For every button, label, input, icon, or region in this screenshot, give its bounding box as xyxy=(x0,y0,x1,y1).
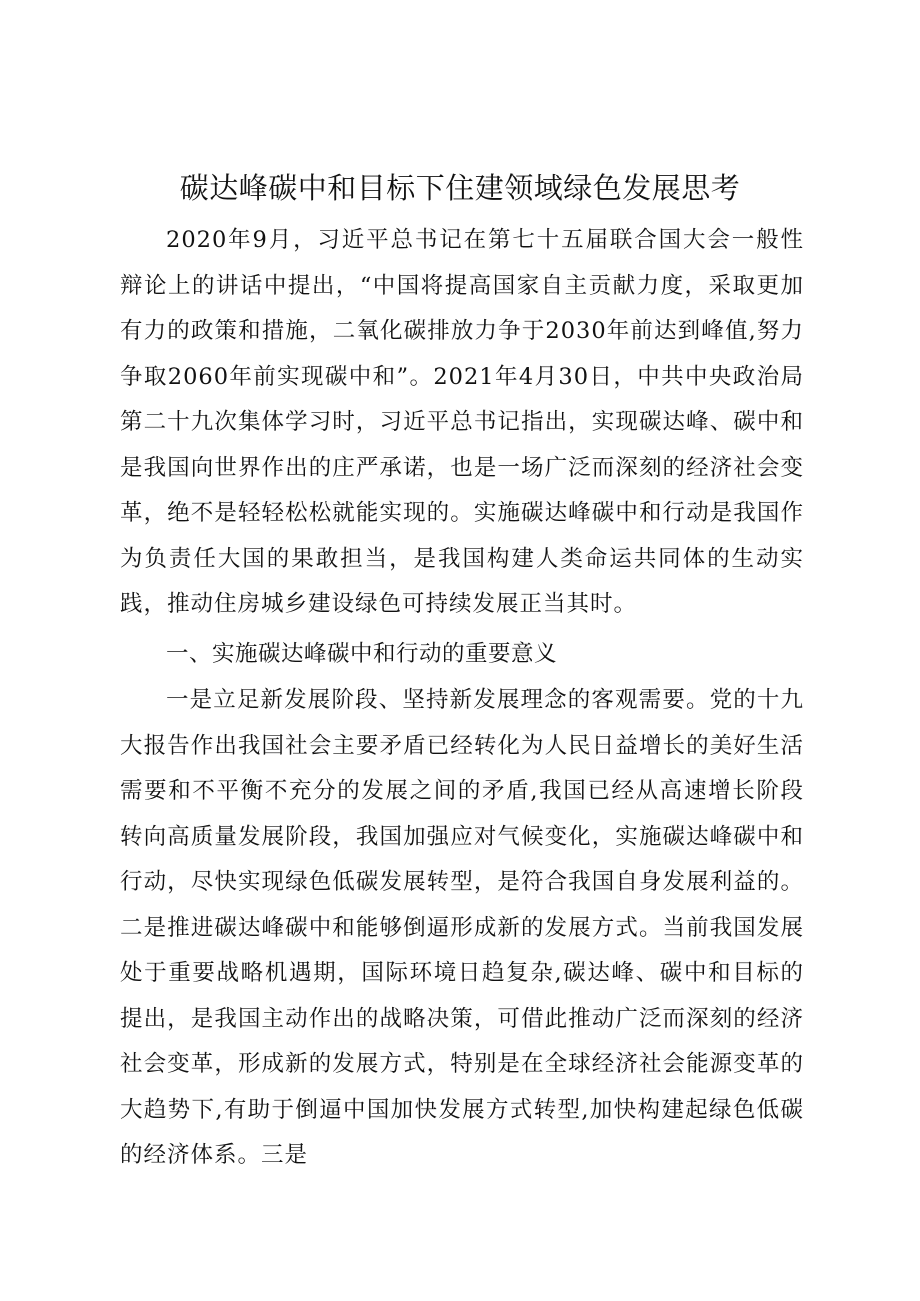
document-title: 碳达峰碳中和目标下住建领域绿色发展思考 xyxy=(179,171,741,205)
section-heading: 一、实施碳达峰碳中和行动的重要意义 xyxy=(166,641,558,667)
section-paragraph: 一是立足新发展阶段、坚持新发展理念的客观需要。党的十九大报告作出我国社会主要矛盾已经转化为人民日益增长的美好生活需要和不平衡不充分的发展之间的矛盾,我国已经从高速增长阶段转向高质量发展阶段，我国加强应对气候变化，实施碳达峰碳中和行动，尽快实现绿色低碳发展转型，是符合我国自身发展利益的。二是推进碳达峰碳中和能够倒逼形成新的发展方式。当前我国发展处于重要战略机遇期，国际环境日趋复杂,碳达峰、碳中和目标的提出，是我国主动作出的战略决策，可借此推动广泛而深刻的经济社会变革，形成新的发展方式，特别是在全球经济社会能源变革的大趋势下,有助于倒逼中国加快发展方式转型,加快构建起绿色低碳的经济体系。三是 xyxy=(120,687,804,1168)
intro-paragraph: 2020年9月，习近平总书记在第七十五届联合国大会一般性辩论上的讲话中提出，“中国将提高国家自主贡献力度，采取更加有力的政策和措施，二氧化碳排放力争于2030年前达到峰值,努力争取2060年前实现碳中和”。2021年4月30日，中共中央政治局第二十九次集体学习时，习近平总书记指出，实现碳达峰、碳中和是我国向世界作出的庄严承诺，也是一场广泛而深刻的经济社会变革，绝不是轻轻松松就能实现的。实施碳达峰碳中和行动是我国作为负责任大国的果敢担当，是我国构建人类命运共同体的生动实践，推动住房城乡建设绿色可持续发展正当其时。 xyxy=(120,227,804,617)
